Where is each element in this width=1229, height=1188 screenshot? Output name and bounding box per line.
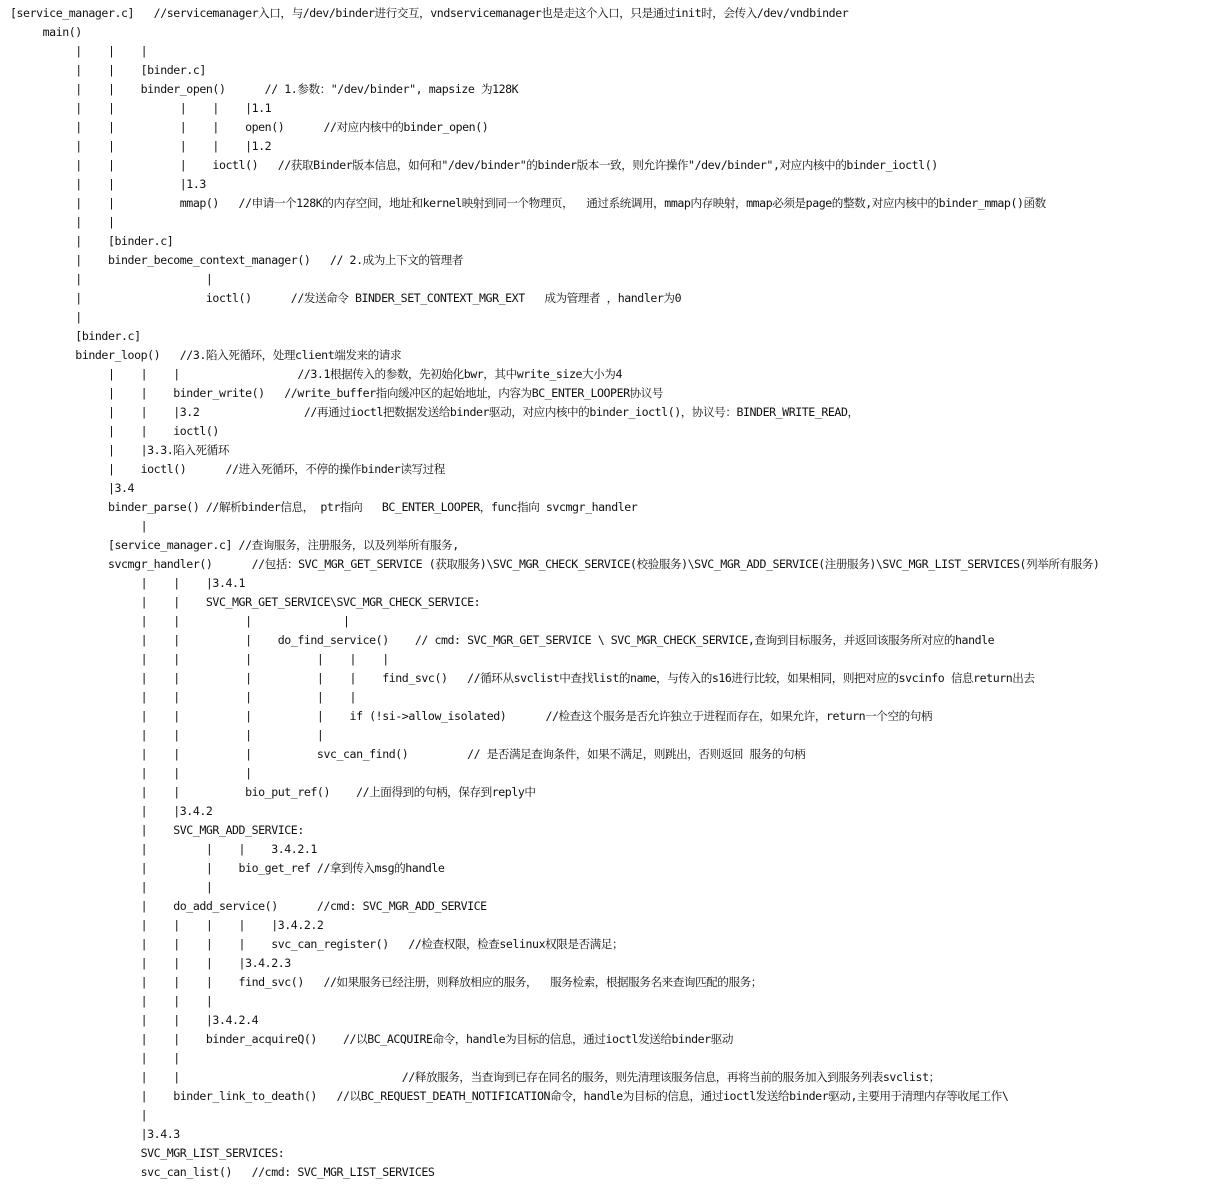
diagram-line: svcmgr_handler() //包括：SVC_MGR_GET_SERVICE (获取服务)\SVC_MGR_CHECK_SERVICE(校验服务)\SVC_MGR_ADD_SERVICE(注册服务)\SVC_MGR_LIST_SERVICES(列举所有服务) — [10, 557, 1100, 571]
diagram-line: | | |3.4.1 — [10, 576, 246, 590]
diagram-line: | | |3.2 //再通过ioctl把数据发送给binder驱动，对应内核中的binder_ioctl()，协议号：BINDER_WRITE_READ， — [10, 405, 859, 419]
diagram-line: | | ioctl() — [10, 424, 219, 438]
diagram-line: | | | — [10, 766, 252, 780]
diagram-line: | | binder_write() //write_buffer指向缓冲区的起始地址，内容为BC_ENTER_LOOPER协议号 — [10, 386, 664, 400]
diagram-line: | | | //3.1根据传入的参数，先初始化bwr，其中write_size大小为4 — [10, 367, 622, 381]
diagram-line: | ioctl() //发送命令 BINDER_SET_CONTEXT_MGR_EXT 成为管理者 ，handler为0 — [10, 291, 682, 305]
diagram-line: | | | ioctl() //获取Binder版本信息，如何和"/dev/binder"的binder版本一致，则允许操作"/dev/binder",对应内核中的binder_ioctl() — [10, 158, 938, 172]
diagram-line: | | | — [10, 44, 148, 58]
diagram-line: | — [10, 1108, 148, 1122]
diagram-line: binder_loop() //3.陷入死循环，处理client端发来的请求 — [10, 348, 402, 362]
diagram-line: | do_add_service() //cmd: SVC_MGR_ADD_SERVICE — [10, 899, 487, 913]
diagram-line: | | | find_svc() //如果服务已经注册，则释放相应的服务， 服务检索，根据服务名来查询匹配的服务； — [10, 975, 762, 989]
diagram-line: | | | | |3.4.2.2 — [10, 918, 324, 932]
diagram-line: | | — [10, 1051, 180, 1065]
diagram-line: | | |3.4.2.4 — [10, 1013, 259, 1027]
diagram-line: | | | | | | — [10, 652, 389, 666]
diagram-line: | | | svc_can_find() // 是否满足查询条件，如果不满足，则跳出，否则返回 服务的句柄 — [10, 747, 806, 761]
diagram-line: | binder_link_to_death() //以BC_REQUEST_DEATH_NOTIFICATION命令，handle为目标的信息，通过ioctl发送给binder驱动,主要用于清理内存等收尾工作\ — [10, 1089, 1009, 1103]
diagram-line: [binder.c] — [10, 329, 141, 343]
diagram-line: | |3.4.2 — [10, 804, 213, 818]
diagram-line: SVC_MGR_LIST_SERVICES: — [10, 1146, 285, 1160]
diagram-line: | ioctl() //进入死循环，不停的操作binder读写过程 — [10, 462, 445, 476]
diagram-line: | | | — [10, 994, 213, 1008]
diagram-line: [service_manager.c] //servicemanager入口，与/dev/binder进行交互，vndservicemanager也是走这个入口，只是通过init时，会传入/dev/vndbinder — [10, 6, 849, 20]
diagram-line: | | — [10, 215, 115, 229]
diagram-line: |3.4.3 — [10, 1127, 180, 1141]
diagram-line: | | bio_put_ref() //上面得到的句柄，保存到reply中 — [10, 785, 536, 799]
diagram-line: binder_parse() //解析binder信息， ptr指向 BC_ENTER_LOOPER，func指向 svcmgr_handler — [10, 500, 638, 514]
diagram-line: | | — [10, 272, 213, 286]
diagram-line: | | bio_get_ref //拿到传入msg的handle — [10, 861, 445, 875]
diagram-line: | | SVC_MGR_GET_SERVICE\SVC_MGR_CHECK_SERVICE: — [10, 595, 481, 609]
diagram-line: | | | | |1.1 — [10, 101, 272, 115]
diagram-line: | | | | — [10, 614, 350, 628]
diagram-line: | | | | | — [10, 690, 357, 704]
diagram-line: | | — [10, 880, 213, 894]
diagram-line: | | | do_find_service() // cmd: SVC_MGR_GET_SERVICE \ SVC_MGR_CHECK_SERVICE,查询到目标服务，并返回该服务所对应的handle — [10, 633, 995, 647]
diagram-line: | | | | — [10, 728, 324, 742]
diagram-line: | | //释放服务，当查询到已存在同名的服务，则先清理该服务信息，再将当前的服务加入到服务列表svclist； — [10, 1070, 940, 1084]
diagram-line: | | | | open() //对应内核中的binder_open() — [10, 120, 489, 134]
diagram-line: | |3.3.陷入死循环 — [10, 443, 229, 457]
diagram-line: | | binder_open() // 1.参数："/dev/binder", mapsize 为128K — [10, 82, 519, 96]
diagram-line: | — [10, 310, 82, 324]
diagram-line: | | binder_acquireQ() //以BC_ACQUIRE命令，handle为目标的信息，通过ioctl发送给binder驱动 — [10, 1032, 733, 1046]
diagram-line: | SVC_MGR_ADD_SERVICE: — [10, 823, 304, 837]
diagram-line: |3.4 — [10, 481, 135, 495]
diagram-line: svc_can_list() //cmd: SVC_MGR_LIST_SERVICES — [10, 1165, 435, 1179]
diagram-line: | binder_become_context_manager() // 2.成为上下文的管理者 — [10, 253, 463, 267]
diagram-line: main() — [10, 25, 82, 39]
diagram-line: | | | |3.4.2.3 — [10, 956, 291, 970]
diagram-line: | | | | if (!si->allow_isolated) //检查这个服务是否允许独立于进程而存在，如果允许，return一个空的句柄 — [10, 709, 933, 723]
diagram-line: | | | | |1.2 — [10, 139, 272, 153]
diagram-line: | | | | | find_svc() //循环从svclist中查找list的name，与传入的s16进行比较，如果相同，则把对应的svcinfo 信息return出去 — [10, 671, 1035, 685]
diagram-line: | [binder.c] — [10, 234, 174, 248]
diagram-line: | | |1.3 — [10, 177, 206, 191]
diagram-line: | | mmap() //申请一个128K的内存空间，地址和kernel映射到同一个物理页， 通过系统调用，mmap内存映射，mmap必须是page的整数,对应内核中的binder_mmap()函数 — [10, 196, 1046, 210]
diagram-line: | — [10, 519, 148, 533]
diagram-line: | | | 3.4.2.1 — [10, 842, 317, 856]
diagram-line: | | [binder.c] — [10, 63, 206, 77]
diagram-line: [service_manager.c] //查询服务，注册服务，以及列举所有服务, — [10, 538, 459, 552]
diagram-line: | | | | svc_can_register() //检查权限，检查selinux权限是否满足； — [10, 937, 624, 951]
